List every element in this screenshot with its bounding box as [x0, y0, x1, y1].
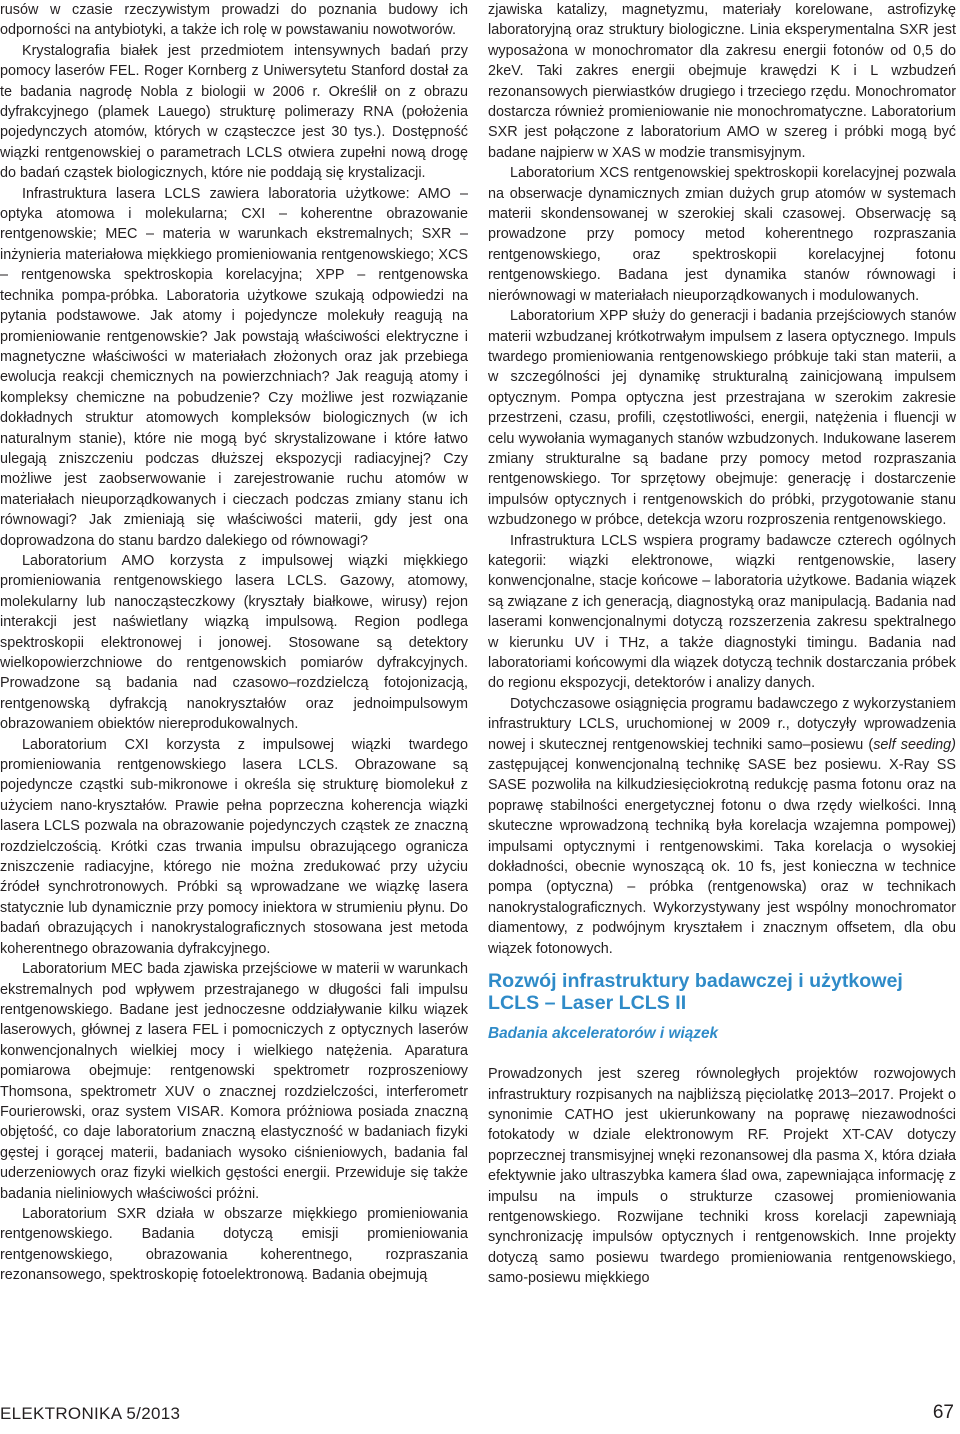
- paragraph: Krystalografia białek jest przedmiotem intensywnych badań przy pomocy laserów FEL. Roger Kornberg z Uniwersytetu Stanford dostał za te badania nagrodę Nobla z biologii w 2006 r. Określił on z obrazu dyfrakcyjnego (plamek Lauego) strukturę polimerazy RNA (położenia pojedynczych atomów, których w cząsteczce jest 30 tys.). Dostępność wiązki rentgenowskiej o parametrach LCLS otwiera zupełni nową drogę do badań cząstek biologicznych, które nie poddają się krystalizacji.: [0, 42, 468, 182]
- paragraph: [488, 694, 956, 959]
- paragraph: Laboratorium SXR działa w obszarze miękkiego promieniowania rentgenowskiego. Badania dotyczą emisji promieniowania rentgenowskiego, obrazowania koherentnego, rozpraszania rezonansowego, spektroskopię fotoelektronową. Badania obejmują: [0, 1205, 468, 1284]
- paragraph: Laboratorium MEC bada zjawiska przejściowe w materii w warunkach ekstremalnych pod wpływem przestrajanego w długości fali impulsu rentgenowskiego. Badane jest jednoczesne oddziaływanie kilku wiązek laserowych, głównej z lasera FEL i pomocniczych z optycznych laserów konwencjonalnych wielkiej mocy i wielkiego natężenia. Aparatura pomiarowa obejmuje: rentgenowski spektrometr rozproszeniowy Thomsona, spektrometr XUV o znacznej rozdzielczości, interferometr Fourierowski, oraz system VISAR. Komora próżniowa posiada znaczną objętość, co daje laboratorium znaczną elastyczność w badaniach fizyki gęstej i gorącej materii, badaniach wysoko ciśnieniowych, badania fal uderzeniowych oraz fizyki wielkich gęstości energii. Przewiduje się także badania nieliniowych właściwości próżni.: [0, 961, 468, 1202]
- paragraph: rusów w czasie rzeczywistym prowadzi do poznania budowy ich odporności na antybiotyki, a także ich rolę w powstawaniu nowotworów.: [0, 2, 468, 39]
- paragraph: Prowadzonych jest szereg równoległych projektów rozwojowych infrastruktury rozpisanych na najbliższą pięciolatkę 2013–2017. Projekt o synonimie CATHO jest ukierunkowany na poprawę niezawodności fotokatody w dziale elektronowym RF. Projekt XT-CAV dotyczy poprzecznej transmisyjnej wnęki rezonansowej dla pasma X, która działa efektywnie jako ultraszybka kamera ślad owa, zapewniająca informację z impulsu na impuls o strukturze czasowej promieniowania rentgenowskiego. Rozwijane techniki kross korelacji zapewniają synchronizację impulsów optycznych i rentgenowskich. Inne projekty dotyczą samo posiewu twardego promieniowania rentgenowskiego, samo-posiewu miękkiego: [488, 1066, 956, 1287]
- paragraph: Laboratorium XPP służy do generacji i badania przejściowych stanów materii wzbudzanej krótkotrwałym impulsem z lasera optycznego. Impuls twardego promieniowania rentgenowskiego próbkuje taki stan materii, a w szczególności jej dynamikę strukturalną zainicjowaną impulsem optycznym. Pompa optyczna jest przestrajana w szerokim zakresie przestrzeni, czasu, profili, częstotliwości, energii, natężenia i fluencji w celu wywołania wymaganych stanów wzbudzonych. Indukowane laserem zmiany strukturalne są badane przy pomocy metod rozpraszania rentgenowskiego. Tor sprzętowy obejmuje: generację i dostarczenie impulsów optycznych i rentgenowskich do próbki, przygotowanie stanu wzbudzonego w próbce, detekcja wzoru rozproszenia rentgenowskiego.: [488, 308, 956, 529]
- left-column: [0, 0, 468, 1286]
- paragraph: Laboratorium AMO korzysta z impulsowej wiązki miękkiego promieniowania rentgenowskiego lasera LCLS. Gazowy, atomowy, molekularny lub nanocząsteczkowy (kryształy białkowe, wirusy) rejon interakcji jest naświetlany wiązką impulsową. Region podlega spektroskopii elektronowej i jonowej. Stosowane są detektory wielkopowierzchniowe do rentgenowskich pomiarów dyfrakcyjnych. Prowadzone są badania nad czasowo–rozdzielczą fotojonizacją, rentgenowską dyfrakcją nanokryształów oraz jednoimpulsowym obrazowaniem obiektów niereprodukowalnych.: [0, 552, 468, 733]
- italic-term: self seeding): [873, 736, 956, 753]
- section-subheading: Badania akceleratorów i wiązek: [488, 1025, 719, 1043]
- paragraph: zjawiska katalizy, magnetyzmu, materiały korelowane, astrofizykę laboratoryjną oraz struktury biologiczne. Linia eksperymentalna SXR jest wyposażona w monochromator dla zakresu energii fotonów od 0,5 do 2keV. Taki zakres energii obejmuje krawędzi K i L wzbudzeń rezonansowych pierwiastków drugiego i trzeciego rzędu. Monochromator dostarcza również promieniowanie nie monochromatyczne. Laboratorium SXR jest połączone z laboratorium AMO w szereg i próbki mogą być badane najpierw w XAS w modzie transmisyjnym.: [488, 2, 956, 161]
- journal-footer: ELEKTRONIKA 5/2013: [0, 1404, 181, 1423]
- right-column: [488, 0, 956, 1289]
- paragraph: Infrastruktura LCLS wspiera programy badawcze czterech ogólnych kategorii: wiązki elektronowe, wiązki rentgenowskie, lasery konwencjonalne, stacje końcowe – laboratoria użytkowe. Badania wiązek są związane z ich generacją, diagnostyką oraz manipulacją. Badania nad laserami konwencjonalnymi dotyczą rozszerzenia zakresu spektralnego w kierunku UV i THz, a także diagnostyki timingu. Badania nad laboratoriami końcowymi dla wiązek dotyczą technik dostarczania próbek do regionu ekspozycji, detektorów i analizy danych.: [488, 532, 956, 692]
- paragraph: Laboratorium XCS rentgenowskiej spektroskopii korelacyjnej pozwala na obserwacje dynamicznych zmian dużych grup atomów w systemach materii skondensowanej w szerokiej skali czasowej. Obserwację są prowadzone przy pomocy metod koherentnego rozpraszania rentgenowskiego, oraz spektroskopii korelacyjnej fotonu rentgenowskiego. Badana jest dynamika stanów równowagi i nierównowagi w materiałach nieuporządkowanych i modulowanych.: [488, 165, 956, 304]
- section-heading: Rozwój infrastruktury badawczej i użytkowej LCLS – Laser LCLS II: [488, 970, 903, 1014]
- paragraph: Infrastruktura lasera LCLS zawiera laboratoria użytkowe: AMO – optyka atomowa i molekularna; CXI – koherentne obrazowanie rentgenowskie; MEC – materia w warunkach ekstremalnych; SXR – inżynieria materiałowa miękkiego promieniowania rentgenowskiego; XCS – rentgenowska spektroskopia korelacyjna; XPP – rentgenowska technika pompa-próbka. Laboratoria użytkowe szukają odpowiedzi na pytania podstawowe. Jak atomy i pojedyncze molekuły reagują na promieniowanie rentgenowskie? Jak powstają właściwości elektryczne i magnetyczne właściwości w materiałach złożonych oraz jak przebiega ewolucja reakcji chemicznych na powierzchniach? Jak reagują atomy i kompleksy chemiczne na pobudzenie? Czy możliwe jest rozwiązanie dokładnych struktur atomowych kompleksów biologicznych (w ich naturalnym stanie), które nie mogą być skrystalizowane i które łatwo ulegają zniszczeniu podczas dłuższej ekspozycji radiacyjnej? Czy możliwe jest zaobserwowanie i zarejestrowanie ruchu atomów w materiałach nieuporządkowanych i cieczach podczas zmiany stanu ich równowagi? Jak zmieniają się właściwości materii, gdy jest ona doprowadzona do stanu bardzo dalekiego od równowagi?: [0, 185, 468, 549]
- paragraph-text: Dotychczasowe osiągnięcia programu badawczego z wykorzystaniem infrastruktury LCLS, uruchomionej w 2009 r., dotyczyły wprowadzenia nowej i skutecznej rentgenowskiej techniki samo–posiewu (: [488, 695, 956, 753]
- paragraph: Laboratorium CXI korzysta z impulsowej wiązki twardego promieniowania rentgenowskiego lasera LCLS. Obrazowane są pojedyncze cząstki sub-mikronowe i określa się strukturę biomolekuł z użyciem nano-kryształów. Prawie pełna poprzeczna koherencja wiązki lasera LCLS pozwala na obrazowanie pojedynczych cząstek ze znaczną rozdzielczością. Krótki czas trwania impulsu obrazującego ogranicza zniszczenie radiacyjne, którego nie można zredukować przy użyciu źródeł synchrotronowych. Próbki są wprowadzane we wiązkę lasera statycznie lub dynamicznie przy pomocy iniektora w strumieniu płynu. Do badań obrazujących i nanokrystalograficznych stosowana jest metoda koherentnego obrazowania dyfrakcyjnego.: [0, 736, 468, 957]
- paragraph-text: zastępującej konwencjonalną technikę SASE bez posiewu. X-Ray SS SASE pozwoliła na kilkudziesięciokrotną redukcję pasma fotonu oraz na poprawę stabilności energetycznej fotonu o dwa rzędy wielkości. Inną skuteczne wprowadzoną techniką była korelacja wzajemna pompowej) impulsami optycznymi i rentgenowskimi. Taka korelacja o wysokiej dokładności, obecnie wynoszącą ok. 10 fs, jest konieczna w technice pompa (optyczna) – próbka (rentgenowska) oraz w technikach nanokrystalograficznych. Wykorzystywany jest wspólny monochromator diamentowy, z podwójnym kryształem i znacznym offsetem, dla obu wiązek fotonowych.: [488, 757, 956, 957]
- page-number: 67: [932, 1402, 954, 1423]
